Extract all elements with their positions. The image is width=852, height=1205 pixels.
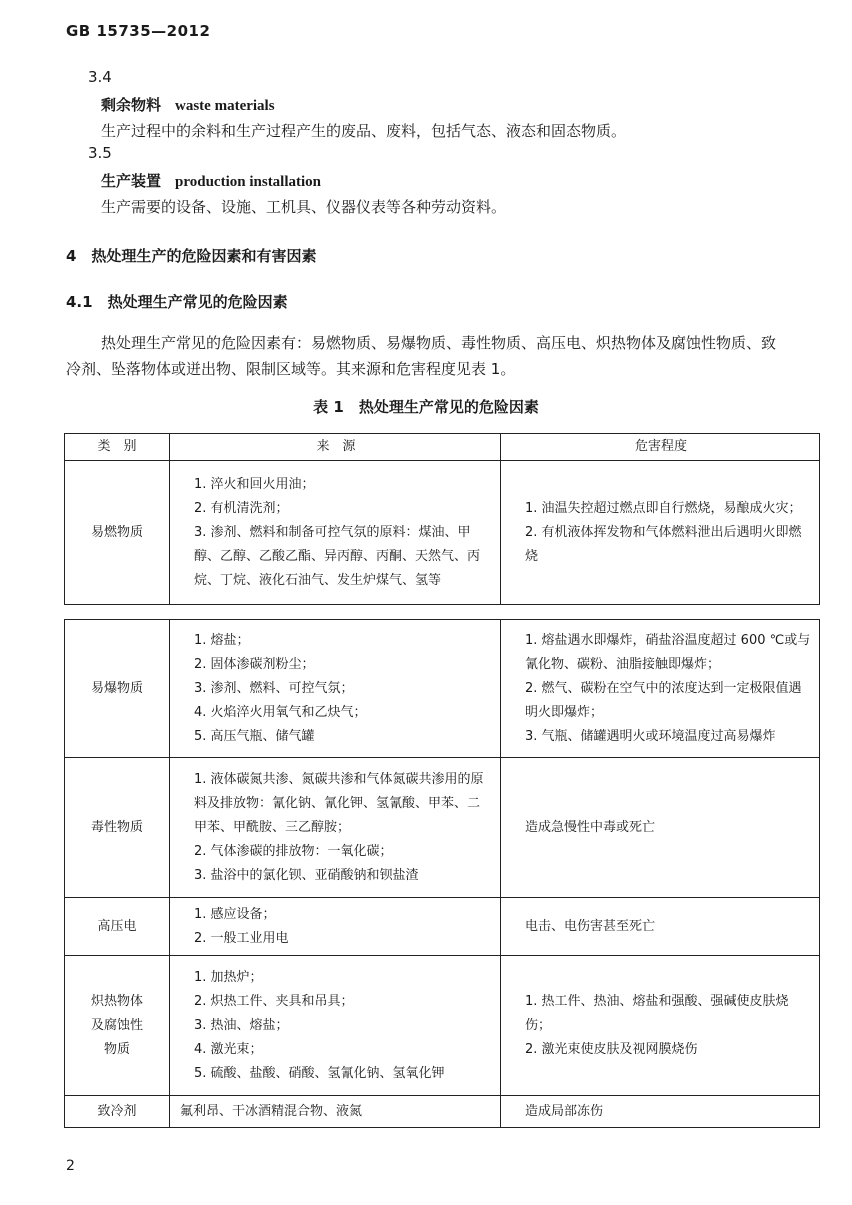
list-item: 2. 气体渗碳的排放物：一氧化碳； (194, 843, 393, 859)
page-number: 2 (66, 1158, 75, 1174)
table-row (65, 956, 820, 1096)
list-item: 3. 渗剂、燃料、可控气氛； (194, 680, 354, 696)
section-3-4-definition: 生产过程中的余料和生产过程产生的废品、废料，包括气态、液态和固态物质。 (101, 122, 627, 140)
table-row (65, 1096, 820, 1128)
table-row (65, 461, 820, 605)
row-category: 毒性物质 (65, 758, 170, 898)
list-item: 2. 激光束使皮肤及视网膜烧伤 (525, 1041, 698, 1057)
list-item: 1. 加热炉； (194, 969, 263, 985)
term-en: waste materials (175, 98, 275, 114)
header-hazard: 危害程度 (501, 434, 820, 461)
row-category: 高压电 (65, 898, 170, 956)
list-item: 5. 硫酸、盐酸、硝酸、氢氰化钠、氢氧化钾 (194, 1065, 445, 1081)
category-line: 及腐蚀性 (90, 1017, 143, 1033)
list-item: 造成急慢性中毒或死亡 (525, 819, 656, 835)
section-4-1-title: 4.1 热处理生产常见的危险因素 (66, 293, 288, 311)
table-header-row (65, 434, 820, 461)
list-item: 2. 炽热工件、夹具和吊具； (194, 993, 354, 1009)
term-cn: 生产装置 (101, 172, 162, 190)
standard-header: GB 15735—2012 (66, 22, 211, 40)
list-item: 2. 有机清洗剂； (194, 500, 289, 516)
row-category: 易燃物质 (65, 461, 170, 605)
row-category: 易爆物质 (65, 620, 170, 758)
section-3-4-number: 3.4 (88, 68, 112, 86)
list-item: 1. 油温失控超过燃点即自行燃烧，易酿成火灾； (525, 500, 802, 516)
header-source: 来 源 (170, 434, 501, 461)
category-line: 物质 (103, 1041, 130, 1057)
table-row (65, 898, 820, 956)
row-hazards (501, 956, 820, 1096)
list-item: 1. 热工件、热油、熔盐和强酸、强碱使皮肤烧伤； (525, 993, 789, 1033)
list-item: 2. 一般工业用电 (194, 930, 289, 946)
term-en: production installation (175, 174, 322, 190)
list-item: 2. 燃气、碳粉在空气中的浓度达到一定极限值遇明火即爆炸； (525, 680, 802, 720)
section-3-4-term (101, 94, 275, 115)
row-sources (170, 758, 501, 898)
section-4-1-para-line2: 冷剂、坠落物体或迸出物、限制区域等。其来源和危害程度见表 1。 (66, 360, 516, 378)
list-item: 造成局部冻伤 (525, 1103, 604, 1119)
category-line: 炽热物体 (90, 993, 143, 1009)
list-item: 3. 盐浴中的氯化钡、亚硝酸钠和钡盐渣 (194, 867, 419, 883)
section-3-5-definition: 生产需要的设备、设施、工机具、仪器仪表等各种劳动资料。 (101, 198, 507, 216)
table-row (65, 758, 820, 898)
row-hazards (501, 898, 820, 956)
table-title: 表 1 热处理生产常见的危险因素 (313, 398, 539, 416)
list-item: 1. 熔盐； (194, 632, 250, 648)
row-category: 致冷剂 (65, 1096, 170, 1128)
row-sources (170, 898, 501, 956)
list-item: 5. 高压气瓶、储气罐 (194, 728, 315, 744)
section-4-1-para-line1: 热处理生产常见的危险因素有：易燃物质、易爆物质、毒性物质、高压电、炽热物体及腐蚀性物质、致 (101, 334, 777, 352)
list-item: 3. 热油、熔盐； (194, 1017, 289, 1033)
row-category (65, 956, 170, 1096)
row-sources (170, 1096, 501, 1128)
list-item: 1. 淬火和回火用油； (194, 476, 315, 492)
list-item: 2. 固体渗碳剂粉尘； (194, 656, 315, 672)
table-row (65, 620, 820, 758)
list-item: 4. 激光束； (194, 1041, 263, 1057)
row-hazards (501, 1096, 820, 1128)
row-sources (170, 620, 501, 758)
row-hazards (501, 758, 820, 898)
list-item: 1. 熔盐遇水即爆炸，硝盐浴温度超过 600 ℃或与氰化物、碳粉、油脂接触即爆炸； (525, 632, 811, 672)
hazard-table-part-a (64, 433, 820, 605)
list-item: 2. 有机液体挥发物和气体燃料泄出后遇明火即燃烧 (525, 524, 802, 564)
section-3-5-term (101, 170, 321, 191)
row-hazards (501, 620, 820, 758)
section-3-5-number: 3.5 (88, 144, 112, 162)
list-item: 3. 气瓶、储罐遇明火或环境温度过高易爆炸 (525, 728, 776, 744)
row-hazards (501, 461, 820, 605)
list-item: 1. 液体碳氮共渗、氮碳共渗和气体氮碳共渗用的原料及排放物：氰化钠、氰化钾、氢氰酸、甲苯、二甲苯、甲酰胺、三乙醇胺； (194, 771, 484, 835)
list-item: 3. 渗剂、燃料和制备可控气氛的原料：煤油、甲醇、乙醇、乙酸乙酯、异丙醇、丙酮、天然气、丙烷、丁烷、液化石油气、发生炉煤气、氢等 (194, 524, 481, 588)
term-cn: 剩余物料 (101, 96, 162, 114)
list-item: 1. 感应设备； (194, 906, 276, 922)
hazard-table-part-b (64, 619, 820, 1128)
section-4-title: 4 热处理生产的危险因素和有害因素 (66, 247, 317, 265)
list-item: 氟利昂、干冰酒精混合物、液氮 (180, 1103, 363, 1119)
list-item: 4. 火焰淬火用氧气和乙炔气； (194, 704, 367, 720)
list-item: 电击、电伤害甚至死亡 (525, 918, 656, 934)
row-sources (170, 461, 501, 605)
header-category: 类 别 (65, 434, 170, 461)
row-sources (170, 956, 501, 1096)
